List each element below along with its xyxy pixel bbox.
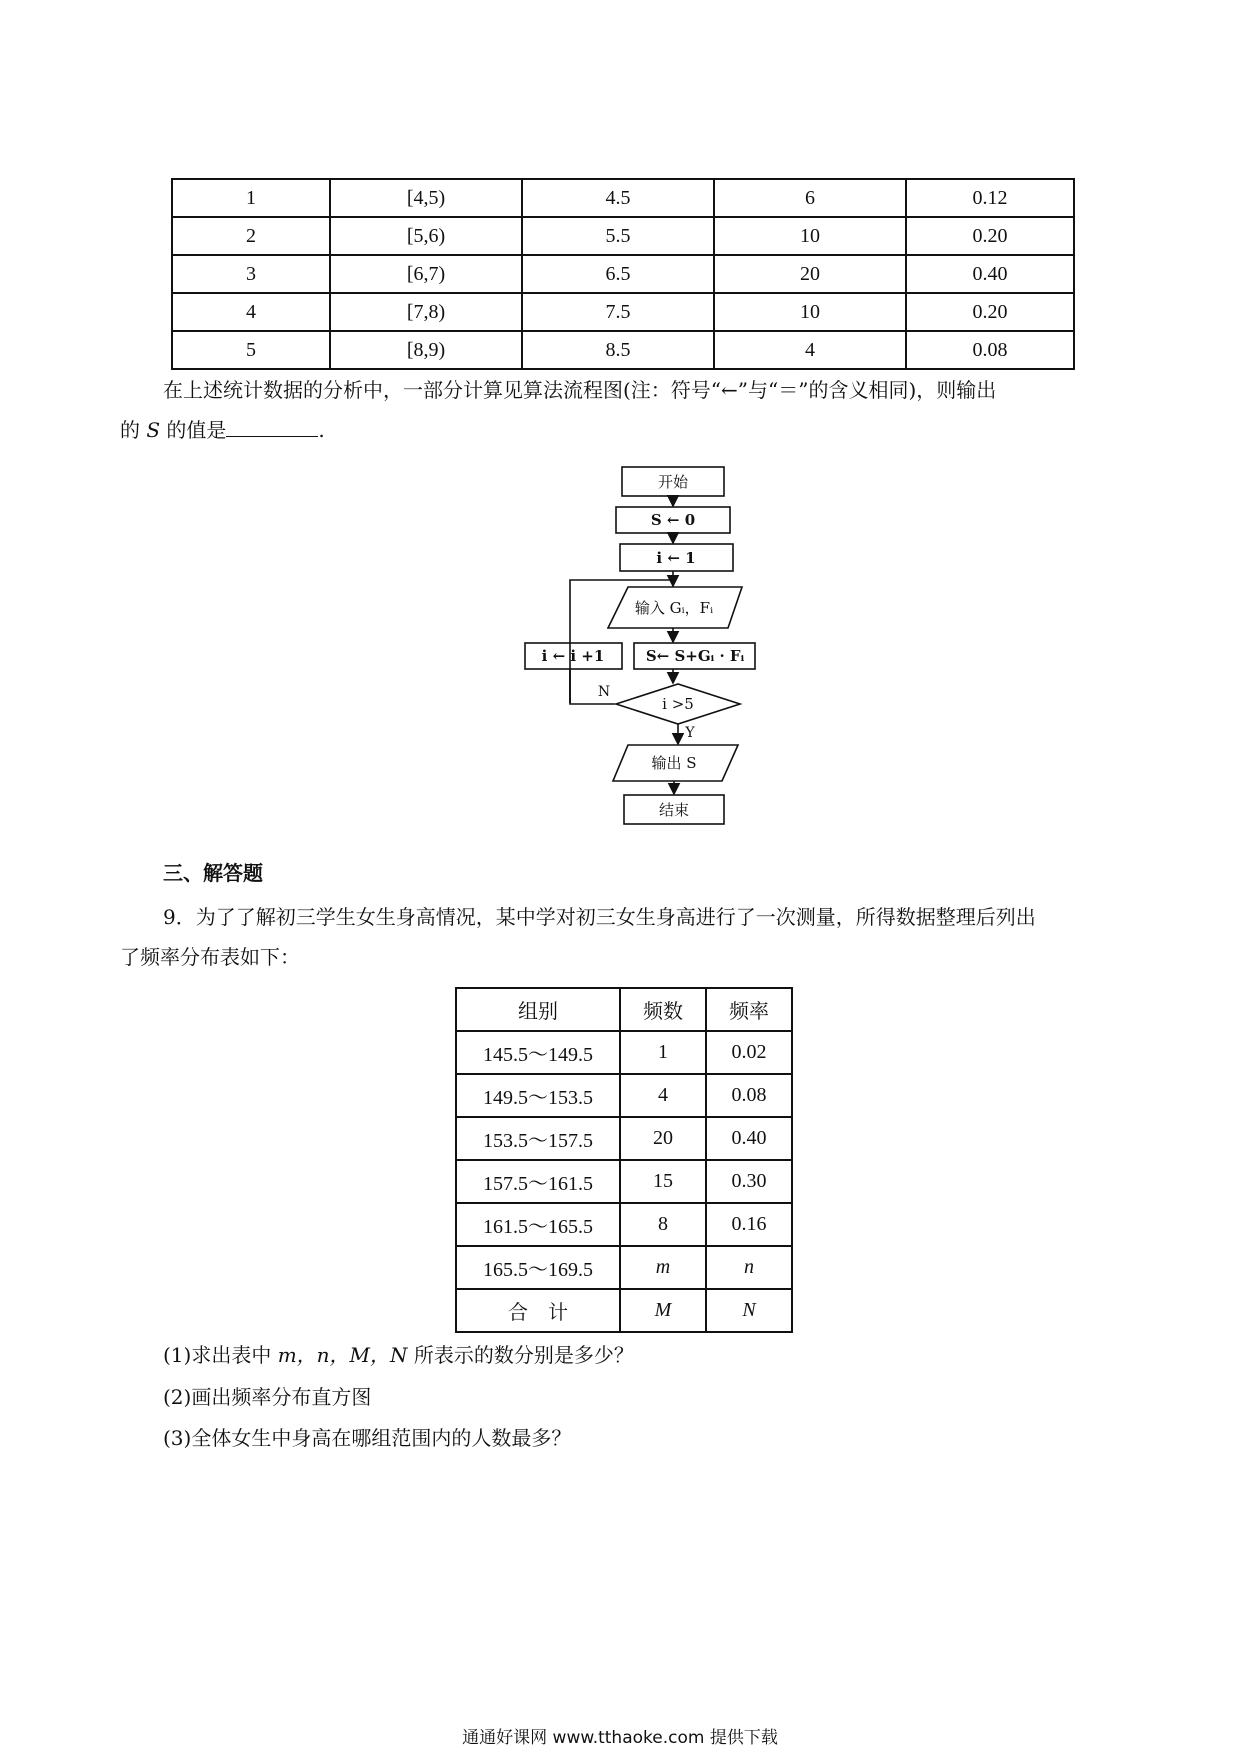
table-cell: 0.30 — [706, 1160, 792, 1203]
table-cell: 20 — [714, 255, 906, 293]
table-cell: 0.08 — [706, 1074, 792, 1117]
table-cell: 1 — [172, 179, 330, 217]
table-row — [456, 1031, 792, 1074]
s-init-label: S ← 0 — [650, 511, 696, 529]
table-cell: N — [706, 1289, 792, 1332]
table-cell: 5 — [172, 331, 330, 369]
table-cell: 4.5 — [522, 179, 714, 217]
table-cell: 0.20 — [906, 293, 1074, 331]
table-cell: 合 计 — [456, 1289, 620, 1332]
table-row — [172, 255, 1074, 293]
table-cell: 149.5～153.5 — [456, 1074, 620, 1117]
table-cell: 4 — [714, 331, 906, 369]
table-row — [172, 293, 1074, 331]
table-cell: 5.5 — [522, 217, 714, 255]
table-cell: 10 — [714, 293, 906, 331]
table-cell: 4 — [172, 293, 330, 331]
q8-prefix: 的 — [120, 418, 147, 442]
increment-label: i ← i +1 — [541, 647, 605, 665]
table-cell: m — [620, 1246, 706, 1289]
table-cell: 0.20 — [906, 217, 1074, 255]
q8-line-1: 在上述统计数据的分析中，一部分计算见算法流程图(注：符号“←”与“＝”的含义相同)，则输出 — [163, 378, 997, 402]
q1-text-a: (1)求出表中 — [163, 1343, 278, 1367]
table-row — [456, 1074, 792, 1117]
table-cell: 157.5～161.5 — [456, 1160, 620, 1203]
end-label: 结束 — [658, 801, 690, 819]
yes-label: Y — [685, 725, 695, 741]
table-cell: 0.40 — [906, 255, 1074, 293]
table-cell: 161.5～165.5 — [456, 1203, 620, 1246]
data-table-1 — [171, 178, 1075, 370]
table-cell: 8.5 — [522, 331, 714, 369]
q9-line-1: 9．为了了解初三学生女生身高情况，某中学对初三女生身高进行了一次测量，所得数据整理后列出 — [163, 905, 1036, 929]
table-row — [456, 1246, 792, 1289]
input-label: 输入 Gᵢ，Fᵢ — [634, 599, 714, 617]
condition-label: i >5 — [662, 695, 694, 713]
table-row — [456, 1160, 792, 1203]
sub-question-2: (2)画出频率分布直方图 — [163, 1385, 372, 1409]
table-cell: 2 — [172, 217, 330, 255]
q9-line-2: 了频率分布表如下： — [120, 945, 300, 969]
table-cell: 15 — [620, 1160, 706, 1203]
table-cell: [4,5) — [330, 179, 522, 217]
table-cell: 165.5～169.5 — [456, 1246, 620, 1289]
sub-question-1 — [163, 1335, 634, 1375]
q1-vars: m，n，M，N — [277, 1343, 408, 1367]
table-total-row — [456, 1289, 792, 1332]
no-label: N — [597, 684, 611, 700]
table-cell: 3 — [172, 255, 330, 293]
table1-body — [172, 179, 1074, 369]
table-cell: 7.5 — [522, 293, 714, 331]
table-cell: 145.5～149.5 — [456, 1031, 620, 1074]
table-cell: 4 — [620, 1074, 706, 1117]
table-row — [172, 179, 1074, 217]
header-cell: 组别 — [456, 988, 620, 1031]
table-row — [456, 1203, 792, 1246]
q8-end: . — [318, 418, 325, 442]
table-row — [456, 1117, 792, 1160]
page-footer: 通通好课网 www.tthaoke.com 提供下载 — [462, 1728, 778, 1748]
sub-question-3: (3)全体女生中身高在哪组范围内的人数最多？ — [163, 1426, 572, 1450]
table-cell: 10 — [714, 217, 906, 255]
algorithm-flowchart — [510, 455, 800, 840]
table-cell: 0.08 — [906, 331, 1074, 369]
i-init-label: i ← 1 — [656, 549, 696, 567]
table-cell: M — [620, 1289, 706, 1332]
table-cell: [7,8) — [330, 293, 522, 331]
table-cell: 0.12 — [906, 179, 1074, 217]
table-cell: 1 — [620, 1031, 706, 1074]
section-title: 三、解答题 — [163, 861, 263, 885]
answer-blank — [226, 414, 318, 437]
q8-var-s: S — [146, 418, 161, 442]
output-label: 输出 S — [651, 754, 697, 772]
table-cell: 8 — [620, 1203, 706, 1246]
table-cell: 153.5～157.5 — [456, 1117, 620, 1160]
start-label: 开始 — [657, 473, 689, 491]
accumulate-label: S← S+Gᵢ · Fᵢ — [645, 647, 745, 665]
header-cell: 频数 — [620, 988, 706, 1031]
table-cell: 6.5 — [522, 255, 714, 293]
table-row — [172, 331, 1074, 369]
table-cell: [8,9) — [330, 331, 522, 369]
q8-line-2 — [120, 410, 1020, 450]
q8-mid: 的值是 — [160, 418, 227, 442]
table-header-row — [456, 988, 792, 1031]
table-cell: 20 — [620, 1117, 706, 1160]
table-row — [172, 217, 1074, 255]
table-cell: [6,7) — [330, 255, 522, 293]
table-cell: 0.16 — [706, 1203, 792, 1246]
table-cell: n — [706, 1246, 792, 1289]
table-cell: [5,6) — [330, 217, 522, 255]
table-cell: 6 — [714, 179, 906, 217]
table-cell: 0.02 — [706, 1031, 792, 1074]
table-cell: 0.40 — [706, 1117, 792, 1160]
table2-body — [456, 988, 792, 1332]
header-cell: 频率 — [706, 988, 792, 1031]
q1-text-b: 所表示的数分别是多少？ — [407, 1343, 634, 1367]
frequency-table — [455, 987, 793, 1333]
